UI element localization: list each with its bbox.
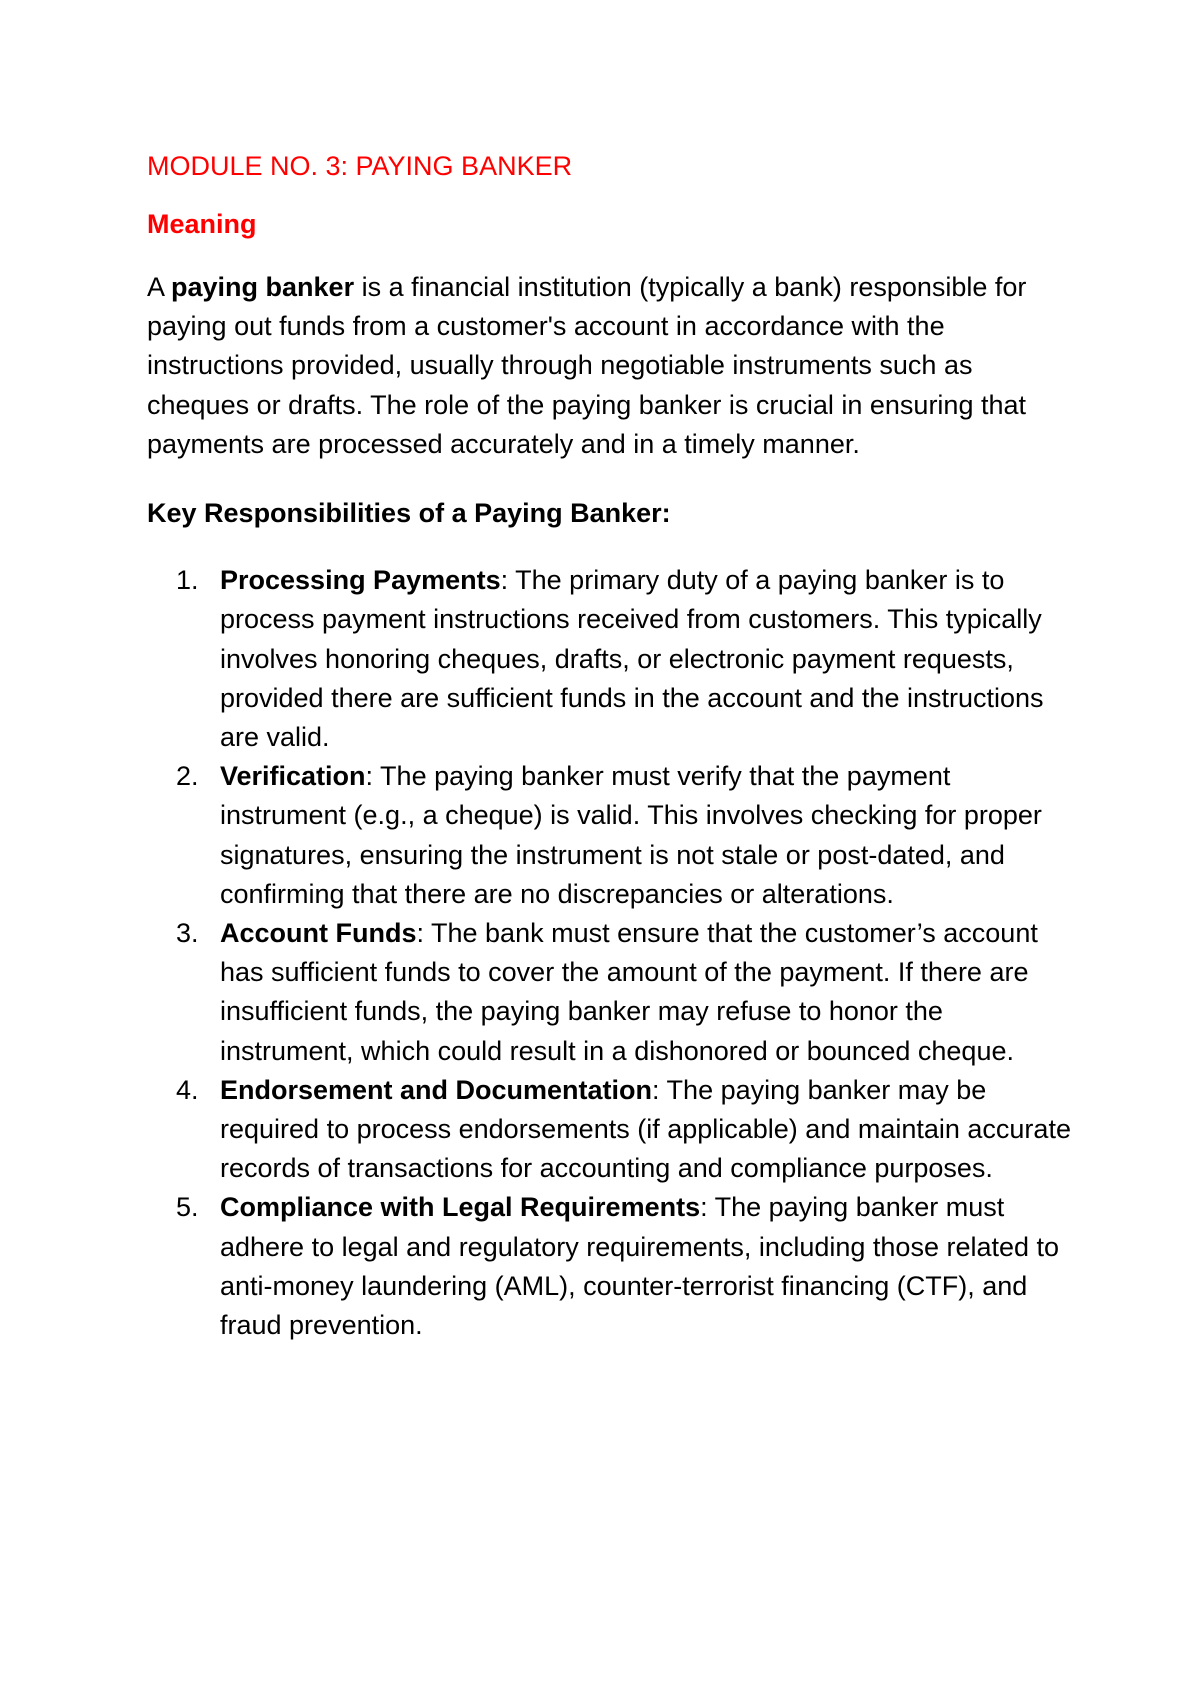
- responsibilities-heading: Key Responsibilities of a Paying Banker:: [147, 498, 671, 529]
- intro-lead: A: [147, 272, 172, 302]
- meaning-heading: Meaning: [147, 209, 257, 239]
- intro-text: is a financial institution (typically a bank) responsible for paying out funds from a customer's account in accordance with the instructions provided, usually through negotiable instruments such as cheques or drafts. The role of the paying banker is crucial in ensuring that payments are processed accurately and in a timely manner.: [147, 272, 1027, 459]
- list-item-term: Processing Payments: [220, 565, 501, 596]
- list-item-number: 5.: [176, 1192, 199, 1223]
- list-item-term: Compliance with Legal Requirements: [220, 1192, 701, 1223]
- responsibilities-list: [147, 561, 1071, 1345]
- module-title: MODULE NO. 3: PAYING BANKER: [147, 151, 573, 181]
- list-item-term: Verification: [220, 761, 366, 792]
- list-item-text: : The paying banker must adhere to legal and regulatory requirements, including those related to anti-money laundering (AML), counter-terrorist financing (CTF), and fraud prevention.: [220, 1192, 1060, 1341]
- list-item: [147, 1071, 1080, 1189]
- list-item-number: 4.: [176, 1074, 199, 1105]
- list-item-text: : The paying banker must verify that the payment instrument (e.g., a cheque) is valid. This involves checking for proper signatures, ensuring the instrument is not stale or post-dated, and confirming that there are no discrepancies or alterations.: [220, 761, 1042, 909]
- list-item: [147, 1188, 1080, 1345]
- document-content: [147, 148, 1071, 1345]
- list-item-term: Account Funds: [220, 918, 417, 949]
- list-item-text: : The bank must ensure that the customer’s account has sufficient funds to cover the amount of the payment. If there are insufficient funds, the paying banker may refuse to honor the instrument, which could result in a dishonored or bounced cheque.: [220, 918, 1038, 1066]
- list-item: [147, 561, 1080, 757]
- list-item-term: Endorsement and Documentation: [220, 1074, 653, 1105]
- list-item: [147, 914, 1080, 1071]
- list-item: [147, 757, 1080, 914]
- list-item-number: 3.: [176, 918, 199, 949]
- intro-paragraph: [147, 268, 1052, 464]
- list-item-number: 2.: [176, 761, 199, 792]
- intro-term: paying banker: [171, 272, 355, 302]
- list-item-text: : The primary duty of a paying banker is to process payment instructions received from customers. This typically involves honoring cheques, drafts, or electronic payment requests, provided there are sufficient funds in the account and the instructions are valid.: [220, 565, 1044, 753]
- list-item-number: 1.: [176, 565, 199, 596]
- list-item-text: : The paying banker may be required to process endorsements (if applicable) and maintain accurate records of transactions for accounting and compliance purposes.: [220, 1074, 1071, 1184]
